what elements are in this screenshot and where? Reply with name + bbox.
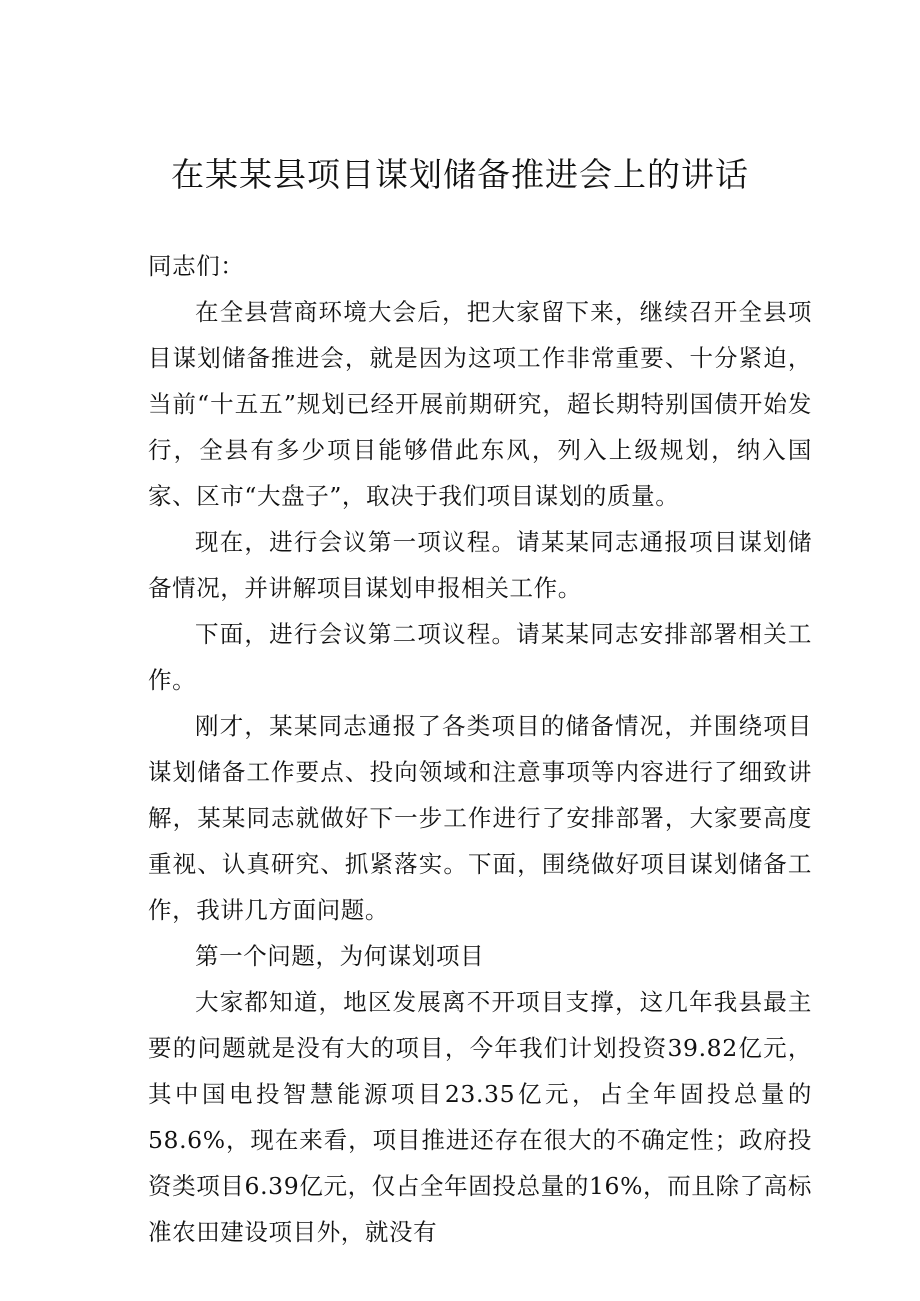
document-title: 在某某县项目谋划储备推进会上的讲话 xyxy=(171,155,749,194)
paragraph-opening: 在全县营商环境大会后，把大家留下来，继续召开全县项目谋划储备推进会，就是因为这项工作非常重要、十分紧迫，当前“十五五”规划已经开展前期研究，超长期特别国债开始发行，全县有多少项目能够借此东风，列入上级规划，纳入国家、区市“大盘子”，取决于我们项目谋划的质量。 xyxy=(148,298,812,510)
paragraph-agenda-two: 下面，进行会议第二项议程。请某某同志安排部署相关工作。 xyxy=(148,620,812,694)
paragraph-agenda-one: 现在，进行会议第一项议程。请某某同志通报项目谋划储备情况，并讲解项目谋划申报相关工作。 xyxy=(148,528,812,602)
salutation: 同志们： xyxy=(148,252,245,280)
section-heading: 第一个问题，为何谋划项目 xyxy=(195,942,485,970)
paragraph-summary: 刚才，某某同志通报了各类项目的储备情况，并围绕项目谋划储备工作要点、投向领域和注意事项等内容进行了细致讲解，某某同志就做好下一步工作进行了安排部署，大家要高度重视、认真研究、抓紧落实。下面，围绕做好项目谋划储备工作，我讲几方面问题。 xyxy=(148,712,812,924)
paragraph-section-one: 大家都知道，地区发展离不开项目支撑，这几年我县最主要的问题就是没有大的项目，今年我们计划投资39.82亿元，其中国电投智慧能源项目23.35亿元，占全年固投总量的58.6%，现在来看，项目推进还存在很大的不确定性；政府投资类项目6.39亿元，仅占全年固投总量的16%，而且除了高标准农田建设项目外，就没有 xyxy=(148,988,812,1246)
document-body xyxy=(148,243,812,1255)
